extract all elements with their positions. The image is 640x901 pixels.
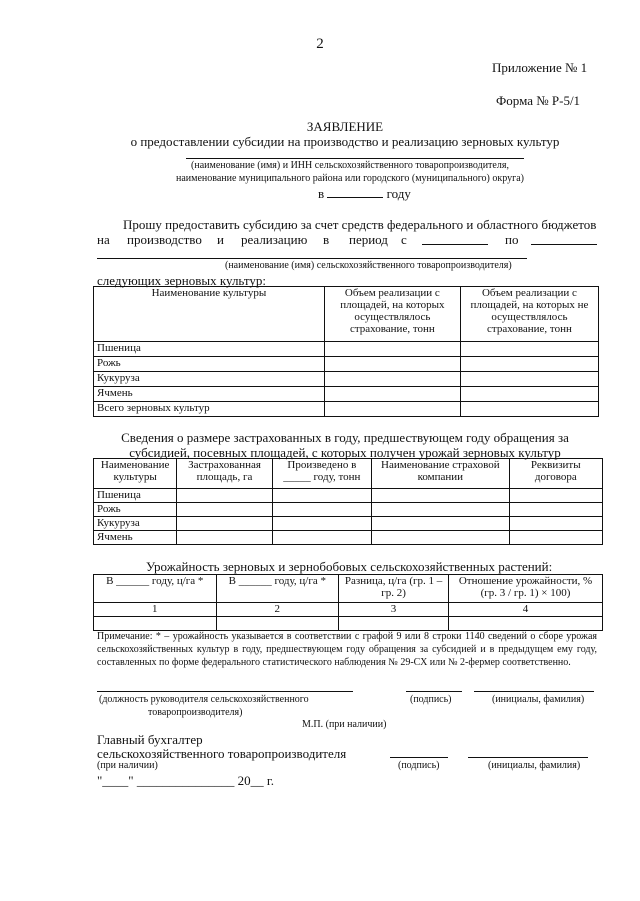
section3-title: Урожайность зерновых и зернобобовых сельскохозяйственных растений: <box>146 559 553 574</box>
column-number: 2 <box>216 603 339 617</box>
col-uninsured-volume: Объем реализации с площадей, на которых не осуществлялось страхование, тонн <box>460 287 598 342</box>
yield-cell[interactable] <box>339 617 449 631</box>
crop-name: Рожь <box>94 357 325 372</box>
produced-cell[interactable] <box>272 531 371 545</box>
contract-cell[interactable] <box>509 531 602 545</box>
word-na: на <box>97 232 110 247</box>
insurer-cell[interactable] <box>372 517 510 531</box>
col-difference: Разница, ц/га (гр. 1 – гр. 2) <box>339 575 449 603</box>
initials-caption: (инициалы, фамилия) <box>492 694 585 705</box>
crop-name: Рожь <box>94 503 177 517</box>
accountant-initials-caption: (инициалы, фамилия) <box>488 760 581 771</box>
col-contract: Реквизиты договора <box>509 459 602 489</box>
producer-line <box>97 258 527 259</box>
crop-name: Ячмень <box>94 531 177 545</box>
position-line <box>97 691 353 692</box>
yield-table <box>93 574 603 631</box>
word-from: с <box>401 232 407 247</box>
section2-title-2: субсидией, посевных площадей, с которых получен урожай зерновых культур <box>129 445 561 460</box>
crop-name: Пшеница <box>94 489 177 503</box>
section2-title-1: Сведения о размере застрахованных в году, предшествующем году обращения за <box>121 430 569 445</box>
year-prefix: в <box>318 186 325 201</box>
stamp-label: М.П. (при наличии) <box>302 719 387 730</box>
signature-line <box>406 691 462 692</box>
table-row <box>94 357 599 372</box>
volume-cell[interactable] <box>460 372 598 387</box>
signature-caption: (подпись) <box>410 694 452 705</box>
table-row <box>94 517 603 531</box>
col-crop-name: Наименование культуры <box>94 287 325 342</box>
word-production: производство <box>127 232 202 247</box>
request-text: Прошу предоставить субсидию за счет средств федерального и областного бюджетов <box>123 217 597 232</box>
table-row <box>94 402 599 417</box>
produced-cell[interactable] <box>272 503 371 517</box>
accountant-initials-line <box>468 757 588 758</box>
produced-cell[interactable] <box>272 517 371 531</box>
insurer-cell[interactable] <box>372 503 510 517</box>
crop-name: Ячмень <box>94 387 325 402</box>
volume-cell[interactable] <box>324 402 460 417</box>
crop-name: Всего зерновых культур <box>94 402 325 417</box>
table-row <box>94 531 603 545</box>
appendix-label: Приложение № 1 <box>492 60 588 75</box>
volume-cell[interactable] <box>460 357 598 372</box>
word-in: в <box>323 232 330 247</box>
col-year1: В ______ году, ц/га * <box>94 575 217 603</box>
yield-cell[interactable] <box>449 617 603 631</box>
crop-name: Кукуруза <box>94 517 177 531</box>
col-produced: Произведено в _____ году, тонн <box>272 459 371 489</box>
accountant-signature-line <box>390 757 448 758</box>
document-subtitle: о предоставлении субсидии на производство и реализацию зерновых культур <box>130 134 560 149</box>
yield-cell[interactable] <box>94 617 217 631</box>
insured-area-table <box>93 458 603 545</box>
form-number: Форма № Р-5/1 <box>496 93 581 108</box>
word-and: и <box>217 232 224 247</box>
area-cell[interactable] <box>177 489 272 503</box>
produced-cell[interactable] <box>272 489 371 503</box>
area-cell[interactable] <box>177 503 272 517</box>
table-row <box>94 387 599 402</box>
volume-cell[interactable] <box>324 372 460 387</box>
volume-cell[interactable] <box>460 387 598 402</box>
producer-caption: (наименование (имя) сельскохозяйственного товаропроизводителя) <box>225 260 512 271</box>
position-caption-1: (должность руководителя сельскохозяйственного <box>99 694 309 705</box>
word-sale: реализацию <box>241 232 308 247</box>
crops-volume-table <box>93 286 599 417</box>
crop-name: Пшеница <box>94 342 325 357</box>
period-start-blank <box>422 244 488 245</box>
column-number: 1 <box>94 603 217 617</box>
table-row <box>94 372 599 387</box>
col-insured-area: Застрахованная площадь, га <box>177 459 272 489</box>
year-suffix: году <box>386 186 411 201</box>
col-ratio: Отношение урожайности, % (гр. 3 / гр. 1) × 100) <box>449 575 603 603</box>
col-crop: Наименование культуры <box>94 459 177 489</box>
applicant-caption-2: наименование муниципального района или городского (муниципального) округа) <box>176 173 524 184</box>
contract-cell[interactable] <box>509 517 602 531</box>
year-blank <box>327 197 383 198</box>
contract-cell[interactable] <box>509 489 602 503</box>
column-number: 4 <box>449 603 603 617</box>
footnote: Примечание: * – урожайность указывается в соответствии с графой 9 или 8 строки 1140 сведений о сборе урожая сельскохозяйственных культур в году, предшествующем году обращения за субсидией и в предыдущем ему году, составленных по форме федерального статистического наблюдения № 29-СХ или № 2-фермер соответственно. <box>97 631 597 668</box>
volume-cell[interactable] <box>324 342 460 357</box>
volume-cell[interactable] <box>460 342 598 357</box>
table-row <box>94 617 603 631</box>
applicant-line <box>186 158 524 159</box>
column-number: 3 <box>339 603 449 617</box>
insurer-cell[interactable] <box>372 531 510 545</box>
col-insurer: Наименование страховой компании <box>372 459 510 489</box>
document-title: ЗАЯВЛЕНИЕ <box>306 119 384 134</box>
if-any-caption: (при наличии) <box>97 760 158 771</box>
col-insured-volume: Объем реализации с площадей, на которых осуществлялось страхование, тонн <box>324 287 460 342</box>
applicant-caption-1: (наименование (имя) и ИНН сельскохозяйственного товаропроизводителя, <box>191 160 509 171</box>
crops-lead: следующих зерновых культур: <box>97 273 266 288</box>
accountant-signature-caption: (подпись) <box>398 760 440 771</box>
table-row <box>94 603 603 617</box>
area-cell[interactable] <box>177 531 272 545</box>
crop-name: Кукуруза <box>94 372 325 387</box>
volume-cell[interactable] <box>324 387 460 402</box>
table-row <box>94 342 599 357</box>
date-line: "____" _______________ 20__ г. <box>97 773 274 788</box>
volume-cell[interactable] <box>460 402 598 417</box>
insurer-cell[interactable] <box>372 489 510 503</box>
word-to: по <box>505 232 519 247</box>
position-caption-2: товаропроизводителя) <box>148 707 243 718</box>
accountant-title-2: сельскохозяйственного товаропроизводителя <box>97 746 347 761</box>
accountant-title: Главный бухгалтер <box>97 732 203 747</box>
period-end-blank <box>531 244 597 245</box>
yield-cell[interactable] <box>216 617 339 631</box>
col-year2: В ______ году, ц/га * <box>216 575 339 603</box>
area-cell[interactable] <box>177 517 272 531</box>
page-number: 2 <box>316 36 324 52</box>
contract-cell[interactable] <box>509 503 602 517</box>
table-row <box>94 503 603 517</box>
volume-cell[interactable] <box>324 357 460 372</box>
year-line <box>318 186 411 202</box>
word-period: период <box>349 232 388 247</box>
initials-line <box>474 691 594 692</box>
table-row <box>94 489 603 503</box>
